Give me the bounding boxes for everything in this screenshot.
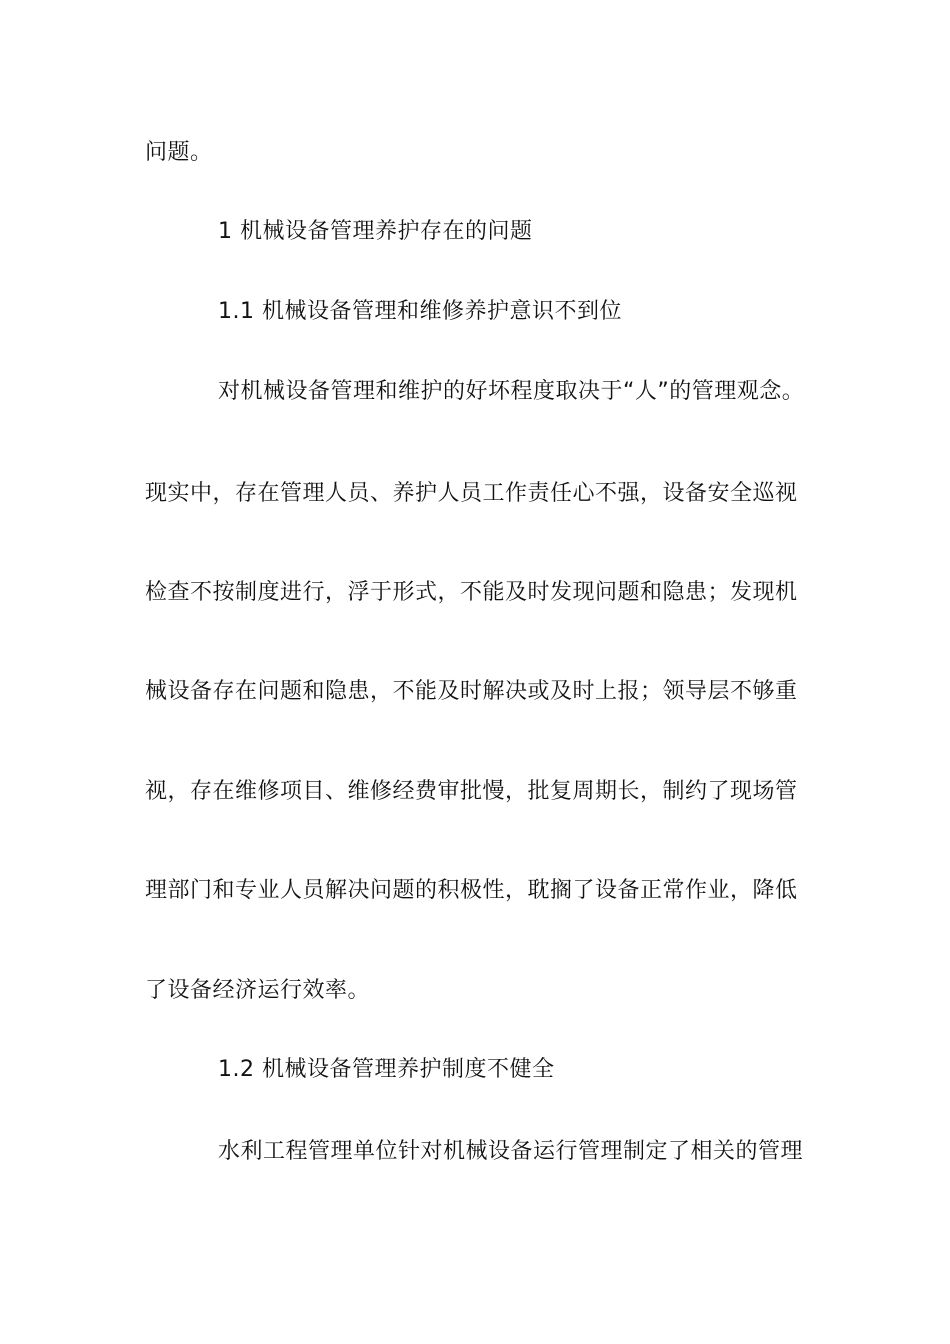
paragraph-continuation: 问题。	[145, 140, 213, 165]
subsection-heading: 1.2 机械设备管理养护制度不健全	[218, 1057, 555, 1082]
section-heading: 1 机械设备管理养护存在的问题	[218, 219, 533, 244]
paragraph-line: 视，存在维修项目、维修经费审批慢，批复周期长，制约了现场管	[145, 779, 798, 804]
paragraph-line: 了设备经济运行效率。	[145, 978, 371, 1003]
paragraph-line: 械设备存在问题和隐患，不能及时解决或及时上报；领导层不够重	[145, 679, 798, 704]
subsection-heading: 1.1 机械设备管理和维修养护意识不到位	[218, 299, 622, 324]
paragraph-line: 水利工程管理单位针对机械设备运行管理制定了相关的管理	[218, 1139, 804, 1164]
paragraph-line: 对机械设备管理和维护的好坏程度取决于“人”的管理观念。	[218, 379, 805, 404]
paragraph-line: 检查不按制度进行，浮于形式，不能及时发现问题和隐患；发现机	[145, 580, 798, 605]
paragraph-line: 现实中，存在管理人员、养护人员工作责任心不强，设备安全巡视	[145, 481, 798, 506]
paragraph-line: 理部门和专业人员解决问题的积极性，耽搁了设备正常作业，降低	[145, 878, 798, 903]
